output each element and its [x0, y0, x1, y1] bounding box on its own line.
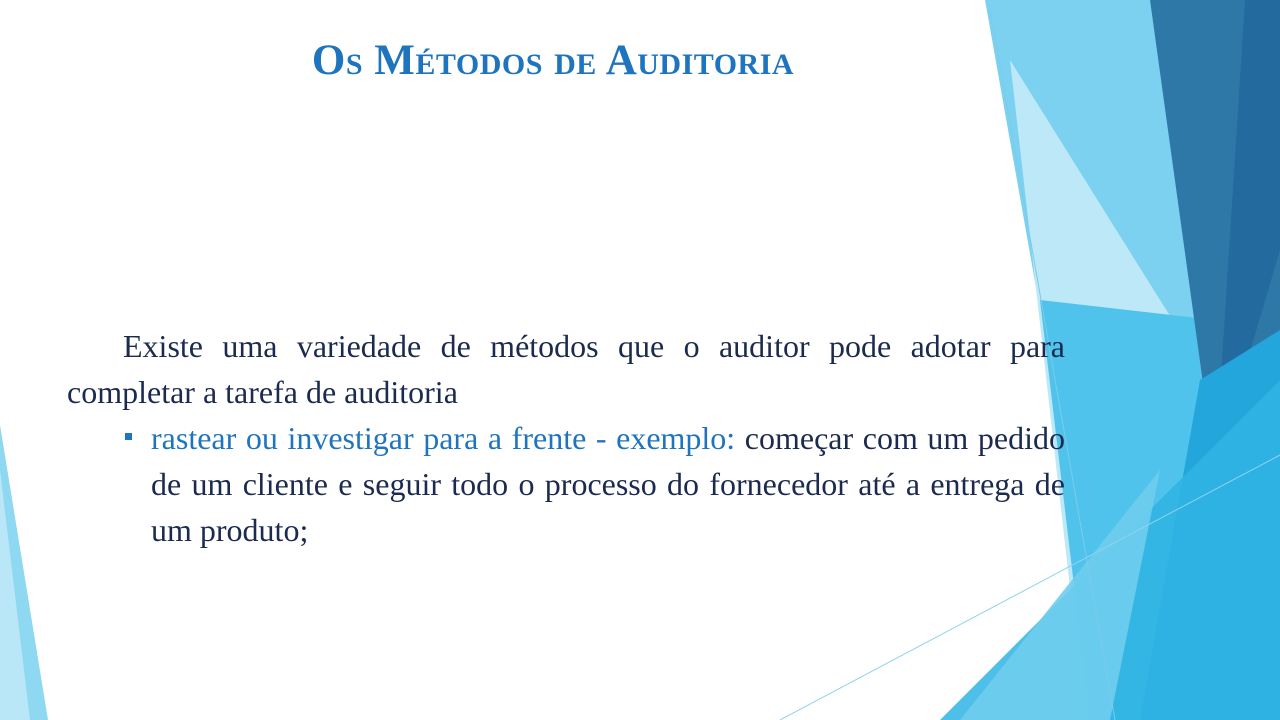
bullet-item: [67, 415, 1065, 553]
bullet-highlight: rastear ou investigar para a frente - exemplo:: [151, 420, 736, 456]
slide-title: Os Métodos de Auditoria: [311, 37, 795, 84]
bullet-text: começar com um pedido de um cliente e seguir todo o processo do fornecedor até a entrega de um produto;: [151, 420, 1066, 548]
slide-body: [67, 323, 1065, 553]
intro-paragraph: Existe uma variedade de métodos que o auditor pode adotar para completar a tarefa de auditoria: [67, 328, 1065, 410]
square-bullet-icon: [125, 433, 132, 440]
